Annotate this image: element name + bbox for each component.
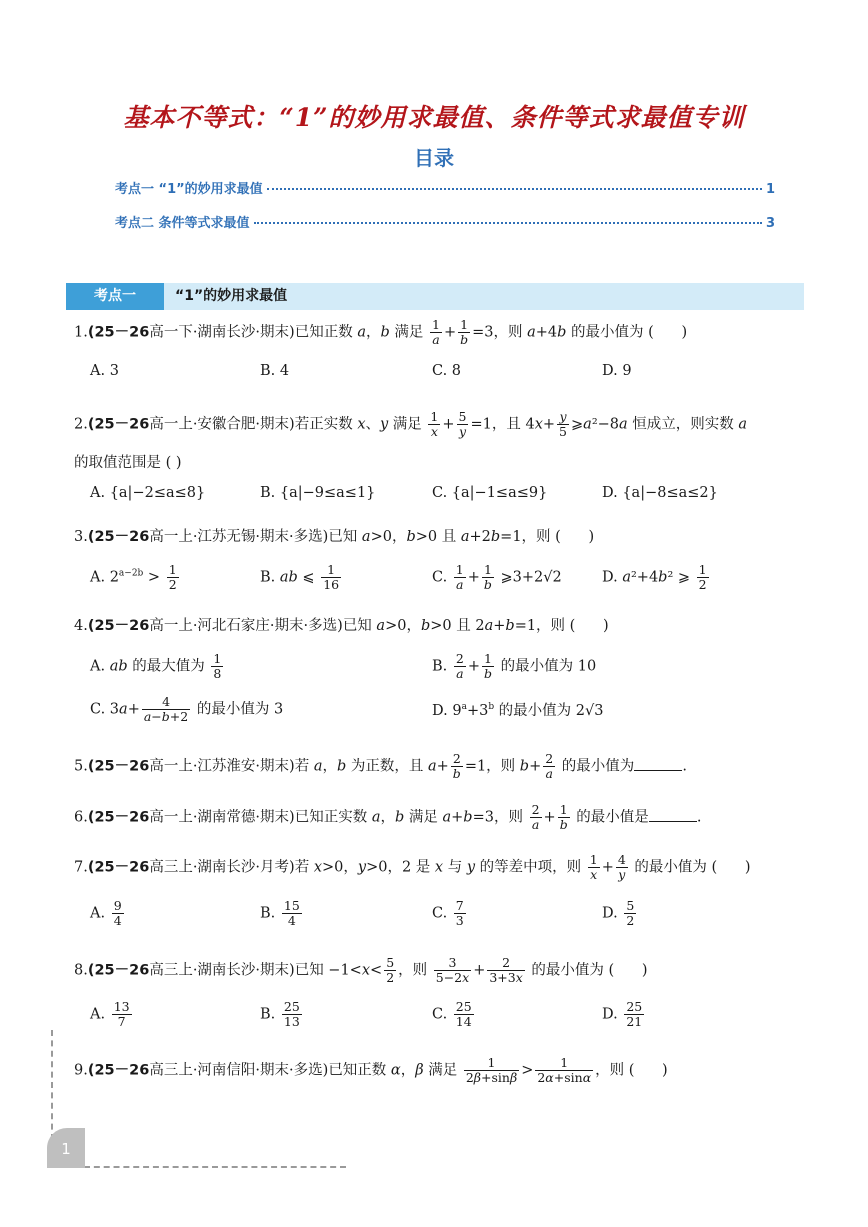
q2-option-b[interactable]: B. {a|−9≤a≤1} (260, 485, 376, 501)
question-3: 3.(25－26高一上·江苏无锡·期末·多选)已知 a>0，b>0 且 a+2b=1，则 ( ) (74, 529, 595, 545)
question-5: 5.(25－26高一上·江苏淮安·期末)若 a，b 为正数，且 a+ $\frac{2}{b}$ =1，则 b+ $\frac{2}{a}$ 的最小值为 . (74, 751, 687, 781)
q7-option-a[interactable]: A. $\frac{9}{4}$ (90, 898, 122, 928)
q8-option-a[interactable]: A. $\frac{13}{7}$ (90, 999, 130, 1029)
toc-entry-page: 3 (765, 216, 775, 231)
q2-option-c[interactable]: C. {a|−1≤a≤9} (432, 485, 548, 501)
question-7: 7.(25－26高三上·湖南长沙·月考)若 x>0，y>0，2 是 x 与 y 的等差中项，则 $\frac{1}{x}$ + $\frac{4}{y}$ 的最小值为 ( ) (74, 852, 751, 882)
page-border-dash-horizontal (84, 1166, 346, 1168)
q3-option-d[interactable]: D. a²+4b² ⩾ $\frac{1}{2}$ (602, 562, 707, 592)
question-4: 4.(25－26高一上·河北石家庄·期末·多选)已知 a>0，b>0 且 2a+b=1，则 ( ) (74, 618, 609, 634)
q8-option-d[interactable]: D. $\frac{25}{21}$ (602, 999, 643, 1029)
toc-entry-1[interactable] (115, 178, 775, 197)
q4-option-d[interactable]: D. $9^a+3^b$ 的最小值为 2√3 (432, 702, 604, 719)
q1-option-d[interactable]: D. 9 (602, 363, 632, 379)
question-1: 1.(25－26高一下·湖南长沙·期末)已知正数 a，b 满足 $\frac{1}{a}$ + $\frac{1}{b}$ =3，则 a+4b 的最小值为 ( ) (74, 317, 688, 347)
question-8: 8.(25－26高三上·湖南长沙·期末)已知 −1<x< $\frac{5}{2}$ ，则 $\frac{3}{5-2x}$ + $\frac{2}{3+3x}$ 的最小值为 ( ) (74, 955, 648, 985)
toc-entry-page: 1 (765, 182, 775, 197)
question-2-line2: 的取值范围是 ( ) (74, 455, 182, 471)
page-border-dash-vertical (51, 1030, 53, 1140)
section-title: “1”的妙用求最值 (175, 288, 288, 304)
q8-option-b[interactable]: B. $\frac{25}{13}$ (260, 999, 300, 1029)
toc-heading: 目录 (414, 146, 454, 170)
q3-option-c[interactable]: C. $\frac{1}{a}$ + $\frac{1}{b}$ ⩾3+2√2 (432, 562, 562, 592)
toc-entry-label: 考点一 “1”的妙用求最值 (115, 182, 263, 197)
section-tag: 考点一 (66, 283, 164, 310)
q1-option-c[interactable]: C. 8 (432, 363, 462, 379)
document-title: 基本不等式：“1”的妙用求最值、条件等式求最值专训 (123, 103, 745, 132)
q3-option-a[interactable]: A. $2^{a-2b}$ > $\frac{1}{2}$ (90, 562, 177, 592)
toc-entry-label: 考点二 条件等式求最值 (115, 216, 250, 231)
q4-option-b[interactable]: B. $\frac{2}{a}$ + $\frac{1}{b}$ 的最小值为 10 (432, 651, 597, 681)
q7-option-b[interactable]: B. $\frac{15}{4}$ (260, 898, 300, 928)
question-2: 2.(25－26高一上·安徽合肥·期末)若正实数 x、y 满足 $\frac{1}{x}$ + $\frac{5}{y}$ =1，且 4x+ $\frac{y}{5}$ ⩾a²−8a 恒成立，则实数 a (74, 409, 748, 439)
q4-option-c[interactable]: C. 3a+ $\frac{4}{a-b+2}$ 的最小值为 3 (90, 694, 284, 724)
q7-option-d[interactable]: D. $\frac{5}{2}$ (602, 898, 635, 928)
toc-leader-dots (267, 188, 762, 190)
q1-option-b[interactable]: B. 4 (260, 363, 290, 379)
q8-option-c[interactable]: C. $\frac{25}{14}$ (432, 999, 472, 1029)
toc-entry-2[interactable] (115, 212, 775, 231)
question-9: 9.(25－26高三上·河南信阳·期末·多选)已知正数 α，β 满足 $\frac{1}{2\beta+\sin\beta}$ > $\frac{1}{2\alpha+\sin\alpha}$ ，则 ( ) (74, 1055, 668, 1085)
q4-option-a[interactable]: A. ab 的最大值为 $\frac{1}{8}$ (90, 651, 222, 681)
q2-option-a[interactable]: A. {a|−2≤a≤8} (90, 485, 206, 501)
q1-option-a[interactable]: A. 3 (90, 363, 119, 379)
toc-leader-dots (254, 222, 762, 224)
question-6: 6.(25－26高一上·湖南常德·期末)已知正实数 a，b 满足 a+b=3，则 $\frac{2}{a}$ + $\frac{1}{b}$ 的最小值是 . (74, 802, 702, 832)
q7-option-c[interactable]: C. $\frac{7}{3}$ (432, 898, 464, 928)
q2-option-d[interactable]: D. {a|−8≤a≤2} (602, 485, 718, 501)
page-number-badge: 1 (47, 1128, 85, 1168)
q3-option-b[interactable]: B. ab ⩽ $\frac{1}{16}$ (260, 562, 340, 592)
